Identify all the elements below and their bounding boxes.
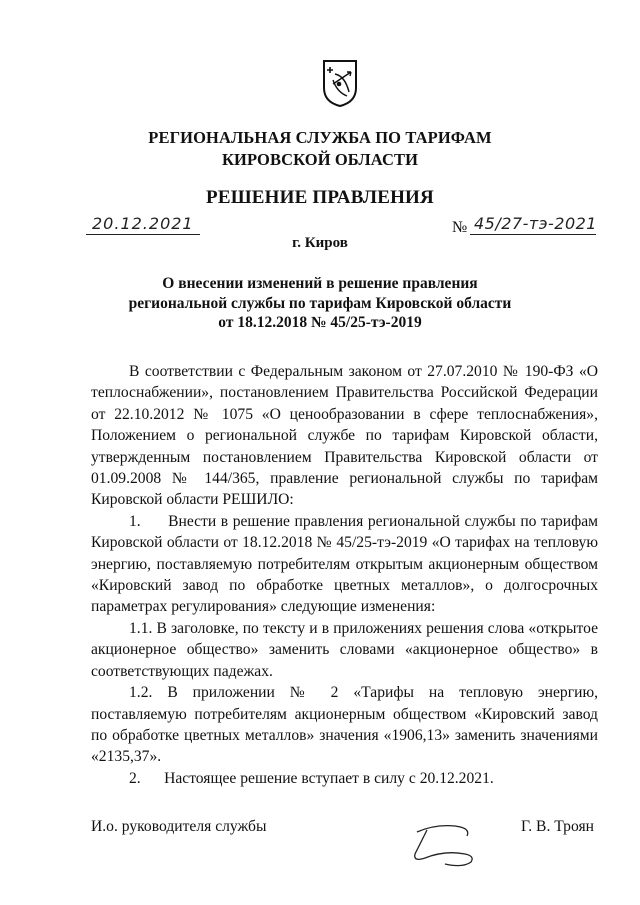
number-sign: №: [452, 219, 468, 236]
handwritten-signature: [405, 810, 485, 870]
coat-of-arms-icon: [321, 58, 359, 108]
paragraph-2: 2. Настоящее решение вступает в силу с 20.12.2021.: [129, 769, 494, 787]
signatory-position: И.о. руководителя службы: [91, 818, 267, 835]
subject-line3: от 18.12.2018 № 45/25-тэ-2019: [218, 314, 422, 331]
subject-line1: О внесении изменений в решение правления: [162, 275, 478, 292]
paragraph-1-1: 1.1. В заголовке, по тексту и в приложениях решения слова «открытое акционерное общество» заменить словами «акционерное общество» в соответствующих падежах.: [91, 619, 598, 680]
lead-paragraph: В соответствии с Федеральным законом от 27.07.2010 № 190-ФЗ «О теплоснабжении», постановлением Правительства Российской Федерации от 22.10.2012 № 1075 «О ценообразовании в сфере теплоснабжения», Положением о региональной службе по тарифам Кировской области, утвержденным постановлением Правительства Кировской области от 01.09.2008 № 144/365, правление региональной службы по тарифам Кировской области РЕШИЛО:: [91, 363, 598, 509]
paragraph-1: 1. Внести в решение правления региональной службы по тарифам Кировской области от 18.12.2018 № 45/25-тэ-2019 «О тарифах на тепловую энергию, поставляемую потребителям открытым акционерным обществом «Кировский завод по обработке цветных металлов», о долгосрочных параметрах регулирования» следующие изменения:: [91, 512, 598, 616]
subject-line2: региональной службы по тарифам Кировской области: [128, 294, 512, 312]
organization-name-line1: РЕГИОНАЛЬНАЯ СЛУЖБА ПО ТАРИФАМ: [148, 128, 492, 147]
document-date: 20.12.2021: [92, 214, 194, 233]
document-body: [91, 361, 598, 789]
city: г. Киров: [292, 235, 348, 251]
document-number: 45/27-тэ-2021: [474, 214, 597, 233]
document-type: РЕШЕНИЕ ПРАВЛЕНИЯ: [206, 187, 434, 208]
organization-name-line2: КИРОВСКОЙ ОБЛАСТИ: [221, 150, 419, 169]
signatory-name: Г. В. Троян: [521, 818, 594, 835]
paragraph-1-2: 1.2. В приложении № 2 «Тарифы на тепловую энергию, поставляемую потребителям акционерным обществом «Кировский завод по обработке цветных металлов» значения «1906,13» заменить значениями «2135,37».: [91, 684, 598, 766]
